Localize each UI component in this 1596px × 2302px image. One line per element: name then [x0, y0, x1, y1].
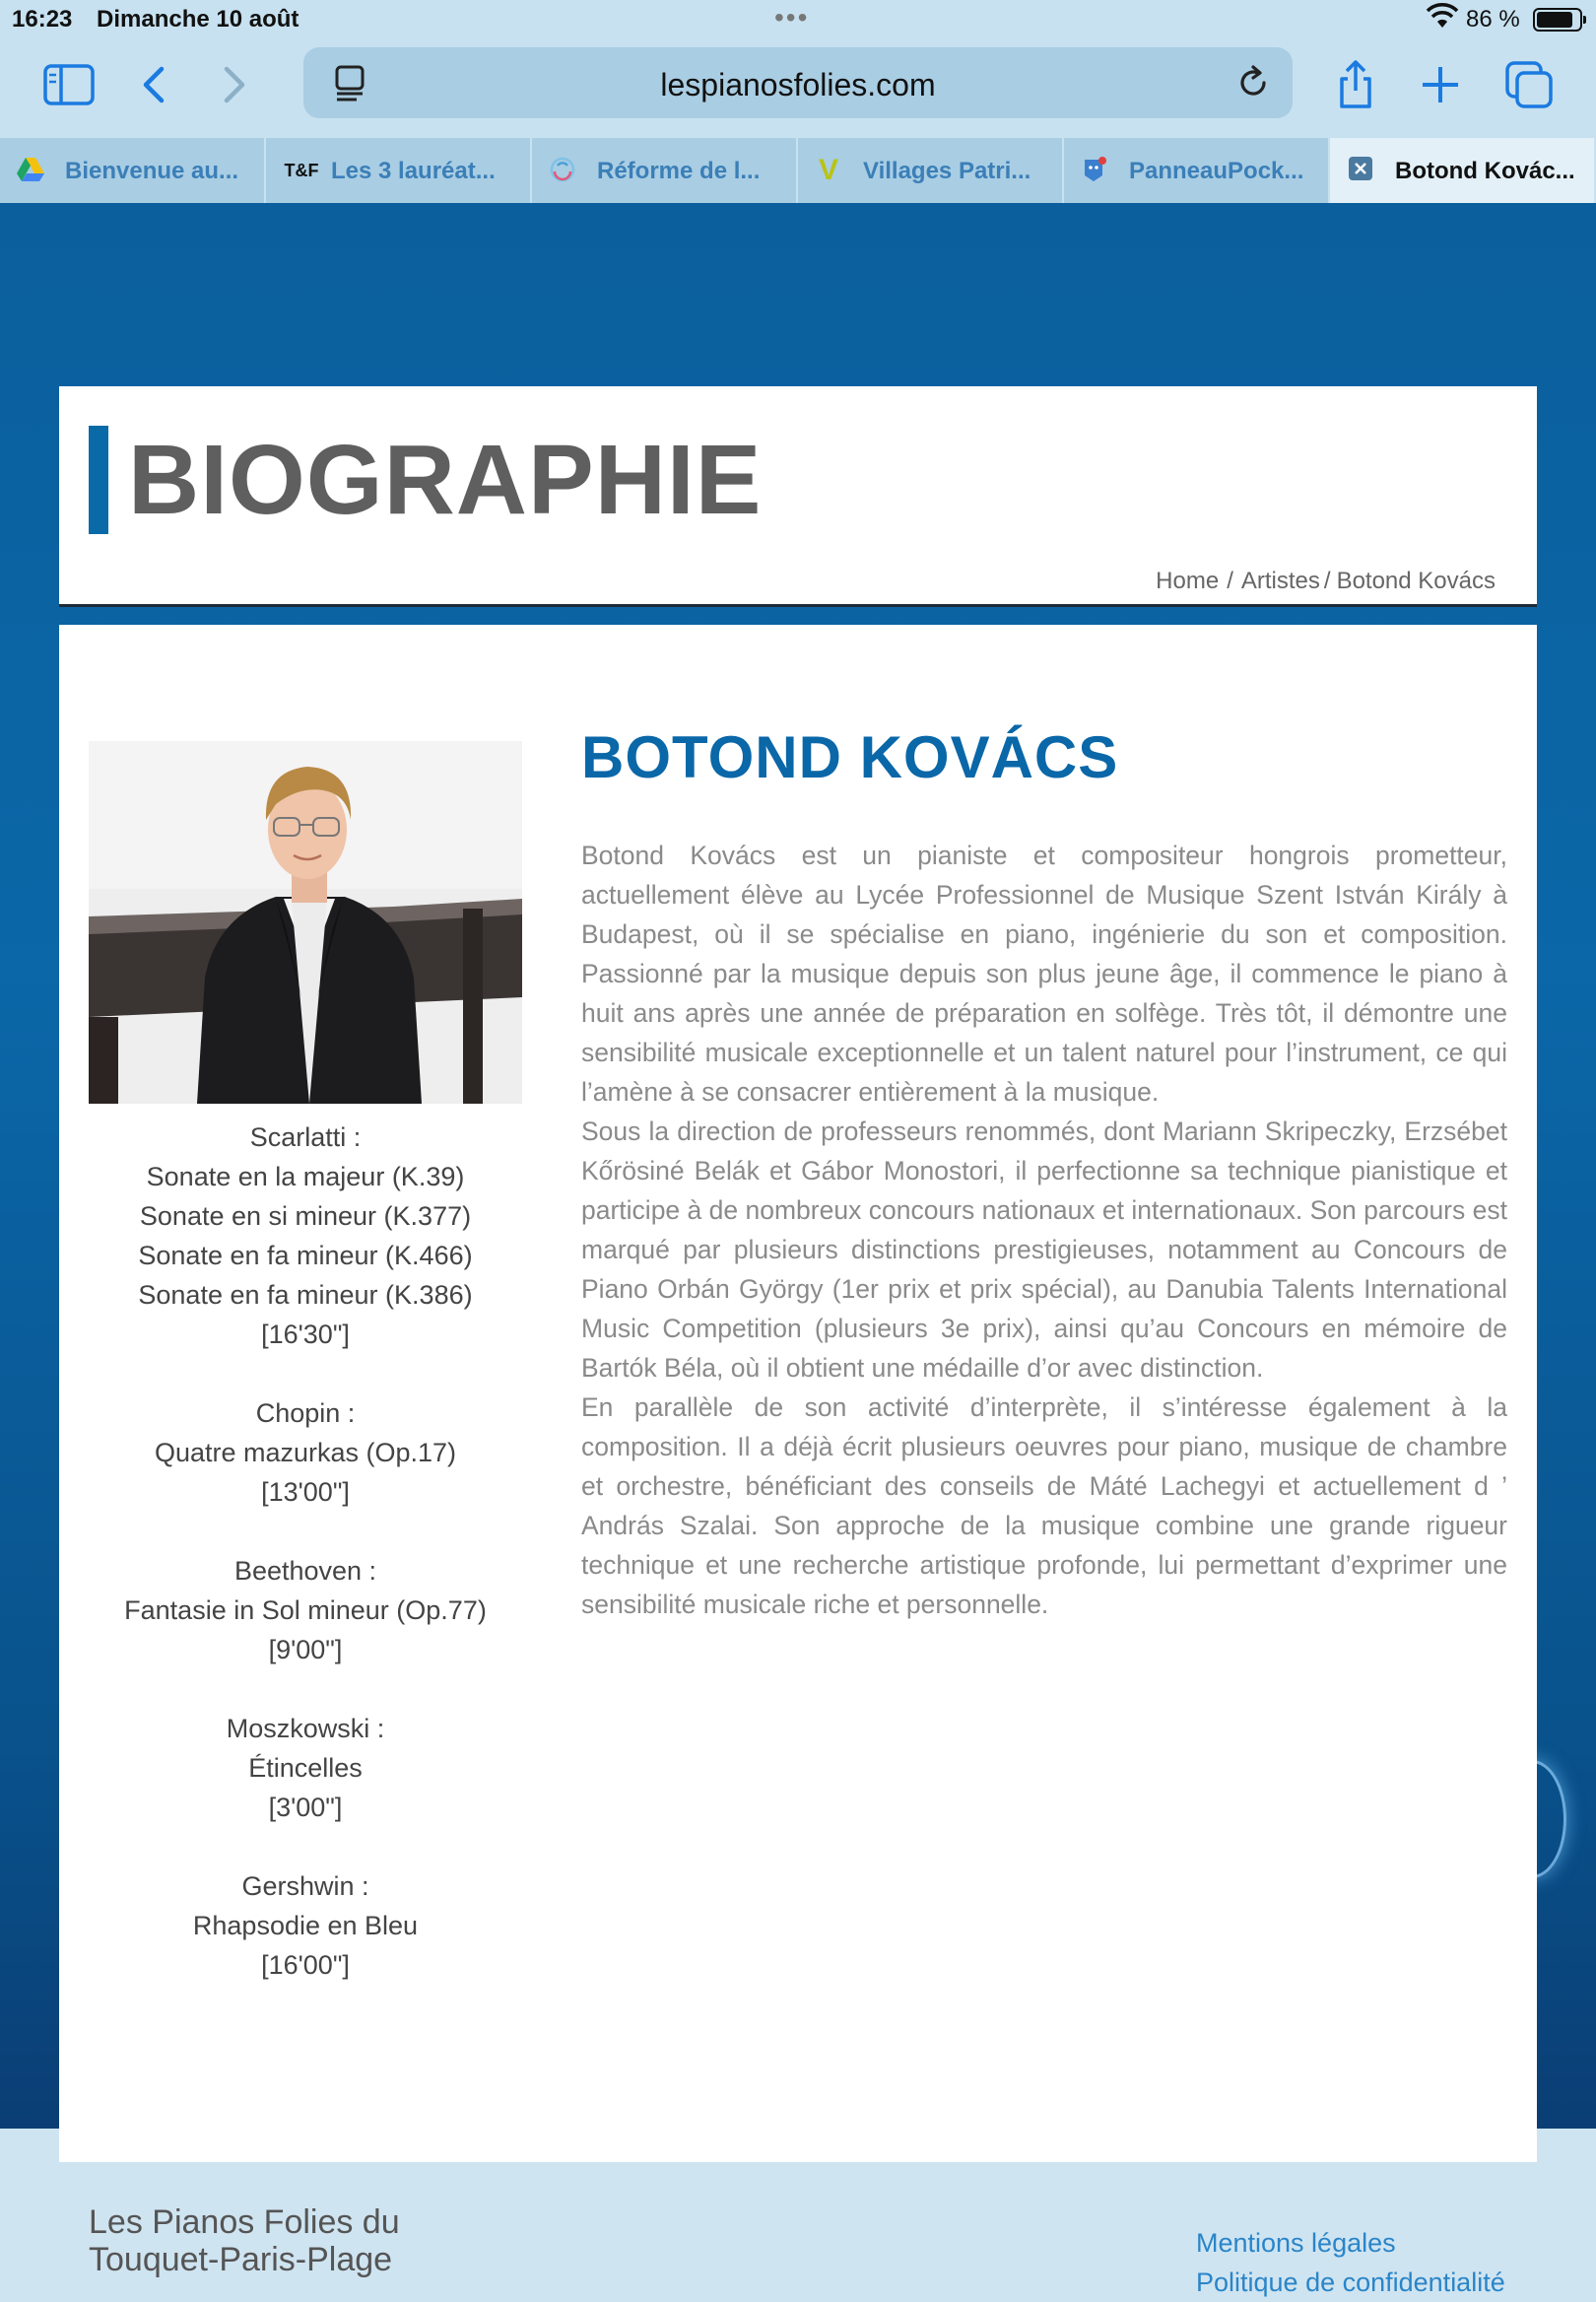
tab-label: Réforme de l... — [597, 158, 761, 184]
tab-bar — [0, 138, 1596, 203]
status-date: Dimanche 10 août — [97, 6, 299, 33]
footer-links — [1196, 2223, 1507, 2302]
forward-icon[interactable] — [203, 55, 262, 114]
title-section — [59, 386, 1537, 607]
browser-toolbar — [0, 39, 1596, 134]
sidebar-toggle-icon[interactable] — [39, 55, 99, 114]
bio-paragraph: Sous la direction de professeurs renommés, dont Mariann Skripeczky, Erzsébet Kőrösiné Belák et Gábor Monostori, il perfectionne sa technique pianistique et participe à de nombreux concours nationaux et internationaux. Son parcours est marqué par plusieurs distinctions prestigieuses, notamment au Concours de Piano Orbán György (1er prix et prix spécial), au Danubia Talents International Music Competition (plusieurs 3e prix), ainsi qu’au Concours en mémoire de Bartók Béla, où il obtient une médaille d’or avec distinction. — [581, 1117, 1507, 1383]
bio-paragraph: Botond Kovács est un pianiste et compositeur hongrois prometteur, actuellement élève au Lycée Professionnel de Musique Szent István Király à Budapest, où il se spécialise en piano, ingénierie du son et composition. Passionné par la musique depuis son plus jeune âge, il commence le piano à huit ans après une année de préparation en solfège. Très tôt, il démontre une sensibilité musicale exceptionnelle et un talent naturel pour l’instrument, ce qui l’amène à se consacrer entièrement à la musique. — [581, 841, 1507, 1107]
tab-laureats[interactable] — [266, 138, 532, 203]
back-icon[interactable] — [126, 55, 185, 114]
tab-overview-icon[interactable] — [1499, 55, 1559, 114]
program-block-beethoven — [79, 1551, 532, 1669]
program-composer: Beethoven : — [233, 1556, 377, 1586]
tab-label: Botond Kovác... — [1395, 158, 1575, 184]
web-page — [0, 203, 1596, 2297]
bio-paragraph: En parallèle de son activité d’interprète, il s’intéresse également à la composition. Il a déjà écrit plusieurs oeuvres pour piano, musique de chambre et orchestre, bénéficiant des conseils de Máté Lachegyi et actuellement d ’ András Szalai. Son approche de la musique combine une grande rigueur technique et une recherche artistique profonde, lui permettant d’exprimer une sensibilité musicale riche et personnelle. — [581, 1392, 1507, 1619]
program-block-chopin — [79, 1393, 532, 1512]
breadcrumb — [1156, 568, 1496, 595]
status-time: 16:23 — [12, 6, 73, 33]
program-composer: Moszkowski : — [226, 1714, 385, 1743]
wifi-icon — [1427, 4, 1458, 36]
program-duration: [3'00"] — [268, 1793, 343, 1822]
tab-reforme[interactable] — [532, 138, 798, 203]
privacy-policy-link[interactable]: Politique de confidentialité — [1196, 2268, 1505, 2297]
tab-label: Les 3 lauréat... — [331, 158, 496, 184]
program-work: Sonate en fa mineur (K.386) — [138, 1280, 473, 1310]
program-work: Sonate en fa mineur (K.466) — [138, 1241, 473, 1270]
artist-photo — [89, 741, 522, 1104]
program-composer: Gershwin : — [241, 1871, 369, 1901]
title-accent-bar — [89, 426, 108, 534]
v-icon: V — [818, 154, 838, 186]
program-duration: [16'00"] — [261, 1950, 350, 1980]
program-work: Sonate en la majeur (K.39) — [146, 1162, 465, 1191]
breadcrumb-separator: / — [1323, 568, 1331, 594]
address-bar[interactable] — [303, 47, 1293, 118]
program-work: Quatre mazurkas (Op.17) — [154, 1438, 457, 1467]
share-icon[interactable] — [1326, 55, 1385, 114]
content-section — [59, 625, 1537, 2297]
browser-chrome — [0, 0, 1596, 203]
status-bar — [0, 0, 1596, 37]
close-tab-icon[interactable] — [1346, 156, 1375, 185]
tab-label: PanneauPock... — [1129, 158, 1304, 184]
tab-panneaupocket[interactable] — [1064, 138, 1330, 203]
program-work: Rhapsodie en Bleu — [192, 1911, 419, 1940]
artist-name: BOTOND KOVÁCS — [581, 724, 1119, 790]
google-drive-icon — [16, 156, 45, 185]
program-composer: Chopin : — [255, 1398, 356, 1428]
battery-icon — [1533, 8, 1582, 32]
battery-percent: 86 % — [1466, 6, 1520, 33]
tab-label: Bienvenue au... — [65, 158, 239, 184]
tf-icon: T&F — [284, 161, 319, 180]
program-block-scarlatti — [79, 1117, 532, 1354]
breadcrumb-separator: / — [1227, 568, 1233, 594]
breadcrumb-artistes[interactable]: Artistes — [1240, 568, 1320, 594]
artist-biography — [581, 836, 1507, 1624]
tab-villages[interactable] — [798, 138, 1064, 203]
program-block-gershwin — [79, 1866, 532, 1985]
program-duration: [13'00"] — [261, 1477, 350, 1507]
tab-label: Villages Patri... — [863, 158, 1031, 184]
legal-notice-link[interactable]: Mentions légales — [1196, 2228, 1396, 2258]
url-text: lespianosfolies.com — [660, 67, 936, 102]
program-work: Sonate en si mineur (K.377) — [139, 1201, 472, 1231]
breadcrumb-current: Botond Kovács — [1336, 568, 1496, 594]
multitask-dots-icon[interactable]: ••• — [774, 2, 810, 33]
reload-icon[interactable] — [1231, 61, 1275, 109]
page-title: BIOGRAPHIE — [128, 425, 763, 535]
tab-bienvenue[interactable] — [0, 138, 266, 203]
breadcrumb-home[interactable]: Home — [1156, 568, 1220, 594]
program-duration: [9'00"] — [268, 1635, 343, 1664]
program-work: Fantasie in Sol mineur (Op.77) — [124, 1595, 487, 1625]
swirl-icon — [548, 156, 577, 185]
program-work: Étincelles — [248, 1753, 363, 1783]
footer-brand: Les Pianos Folies du Touquet-Paris-Plage — [89, 2203, 400, 2278]
program-block-moszkowski — [79, 1709, 532, 1827]
tab-botond-kovacs[interactable] — [1330, 138, 1596, 203]
new-tab-icon[interactable] — [1411, 55, 1470, 114]
concert-program — [79, 1117, 532, 2024]
program-composer: Scarlatti : — [249, 1122, 362, 1152]
program-duration: [16'30"] — [261, 1320, 350, 1349]
panneaupocket-icon — [1080, 156, 1109, 185]
